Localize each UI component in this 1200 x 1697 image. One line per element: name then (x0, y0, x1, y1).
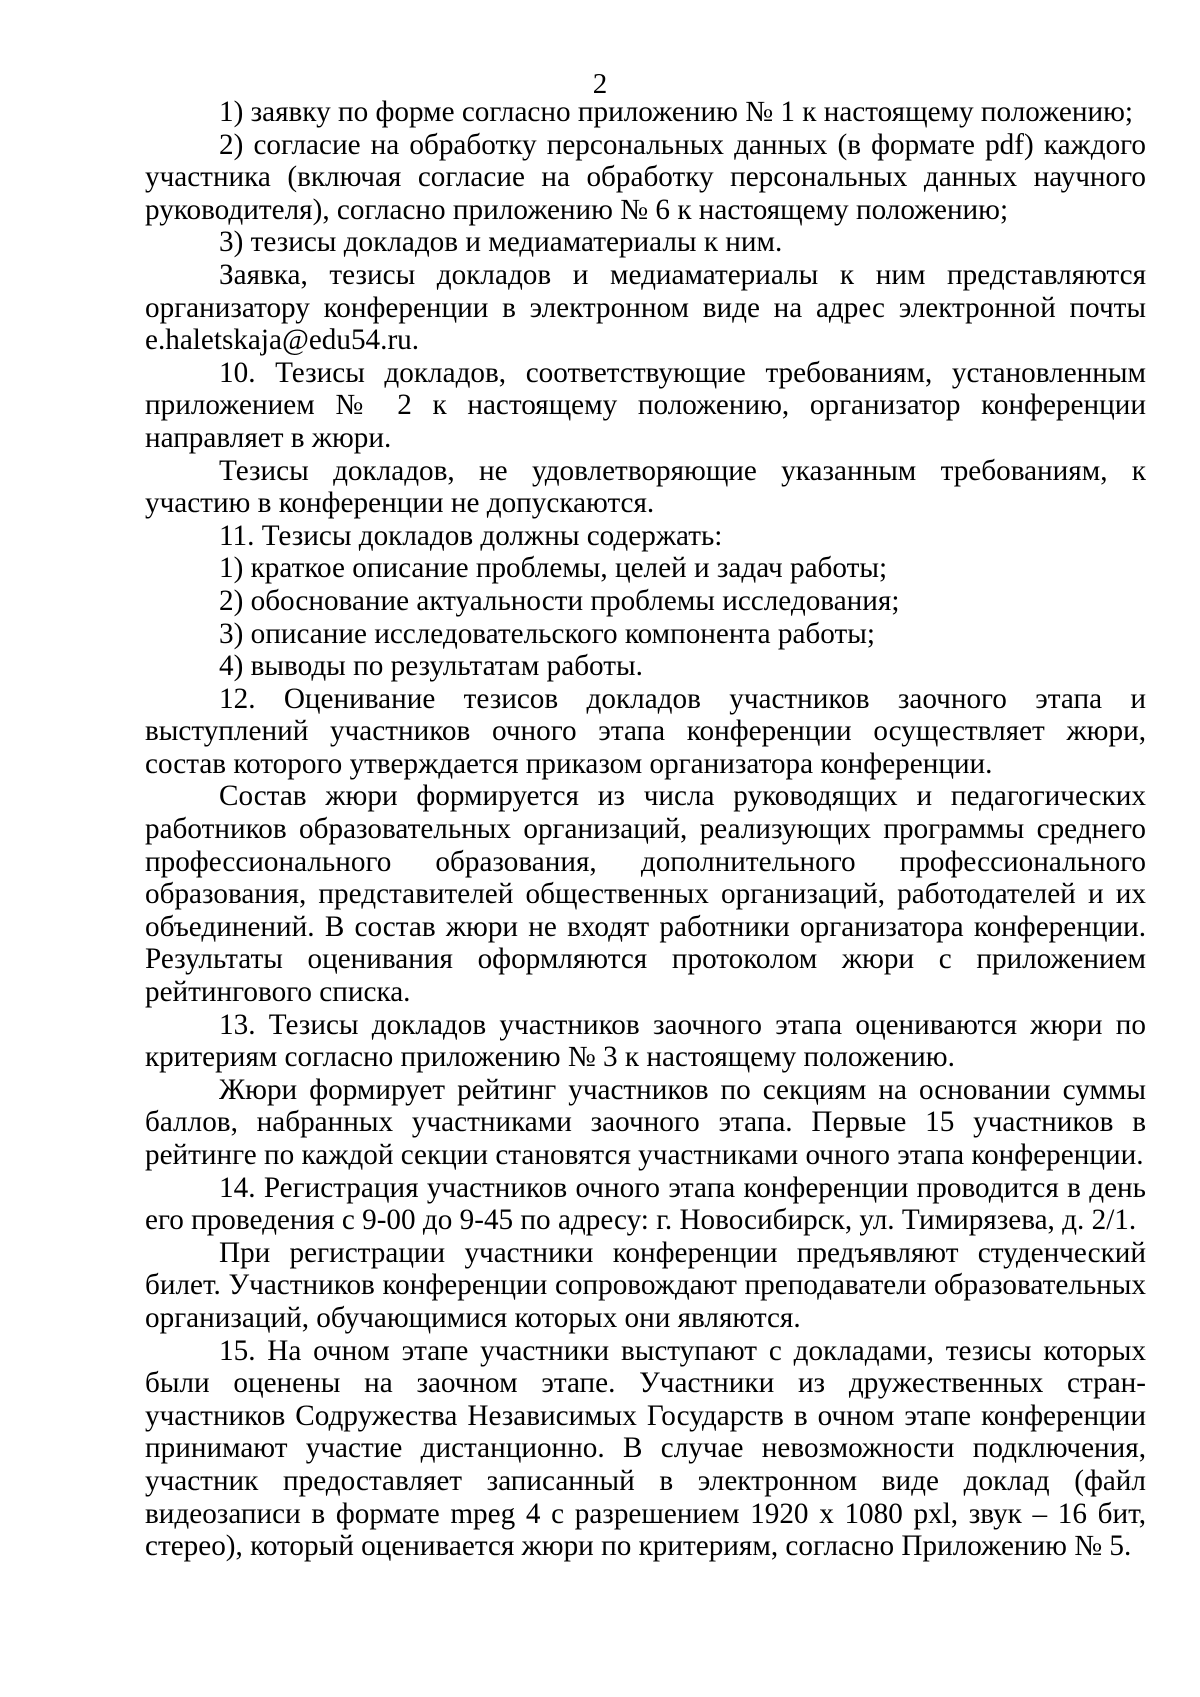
list-item-theses-media: 3) тезисы докладов и медиаматериалы к ним. (219, 226, 783, 259)
list-item-problem-description: 1) краткое описание проблемы, целей и задач работы; (219, 552, 888, 585)
paragraph-submission-email: Заявка, тезисы докладов и медиаматериалы к ним представляются организатору конференции в электронном виде на адрес электронной почты e.haletskaja@edu54.ru. (145, 258, 1146, 357)
clause-10: 10. Тезисы докладов, соответствующие требованиям, установленным приложением № 2 к настоящему положению, организатор конференции направляет в жюри. (145, 356, 1146, 454)
list-item-research-component: 3) описание исследовательского компонента работы; (219, 617, 875, 650)
paragraph-jury-rating: Жюри формирует рейтинг участников по секциям на основании суммы баллов, набранных участниками заочного этапа. Первые 15 участников в рейтинге по каждой секции становятся участниками очного этапа конференции. (145, 1073, 1146, 1171)
clause-12: 12. Оценивание тезисов докладов участников заочного этапа и выступлений участников очного этапа конференции осуществляет жюри, состав которого утверждается приказом организатора конференции. (145, 682, 1146, 780)
paragraph-jury-composition: Состав жюри формируется из числа руководящих и педагогических работников образовательных организаций, реализующих программы среднего профессионального образования, дополнительного профессионального образования, представителей общественных организаций, работодателей и их объединений. В состав жюри не входят работники организатора конференции. Результаты оценивания оформляются протоколом жюри с приложением рейтингового списка. (145, 780, 1146, 1009)
list-item-relevance: 2) обоснование актуальности проблемы исследования; (219, 584, 900, 617)
page-number: 2 (592, 68, 608, 100)
paragraph-theses-rejected: Тезисы докладов, не удовлетворяющие указанным требованиям, к участию в конференции не допускаются. (145, 454, 1146, 520)
list-item-personal-data-consent: 2) согласие на обработку персональных данных (в формате pdf) каждого участника (включая согласие на обработку персональных данных научного руководителя), согласно приложению № 6 к настоящему положению; (145, 128, 1146, 226)
clause-11: 11. Тезисы докладов должны содержать: (219, 519, 723, 552)
clause-15: 15. На очном этапе участники выступают с докладами, тезисы которых были оценены на заочном этапе. Участники из дружественных стран-участников Содружества Независимых Государств в очном этапе конференции принимают участие дистанционно. В случае невозможности подключения, участник предоставляет записанный в электронном виде доклад (файл видеозаписи в формате mpeg 4 с разрешением 1920 x 1080 pxl, звук – 16 бит, стерео), который оценивается жюри по критериям, согласно Приложению № 5. (145, 1334, 1146, 1563)
list-item-conclusions: 4) выводы по результатам работы. (219, 650, 643, 683)
paragraph-registration-documents: При регистрации участники конференции предъявляют студенческий билет. Участников конференции сопровождают преподаватели образовательных организаций, обучающимися которых они являются. (145, 1236, 1146, 1334)
list-item-application-form: 1) заявку по форме согласно приложению № 1 к настоящему положению; (219, 96, 1134, 128)
clause-14: 14. Регистрация участников очного этапа конференции проводится в день его проведения с 9-00 до 9-45 по адресу: г. Новосибирск, ул. Тимирязева, д. 2/1. (145, 1171, 1146, 1237)
document-body (145, 96, 1146, 1563)
clause-13: 13. Тезисы докладов участников заочного этапа оцениваются жюри по критериям согласно приложению № 3 к настоящему положению. (145, 1008, 1146, 1074)
